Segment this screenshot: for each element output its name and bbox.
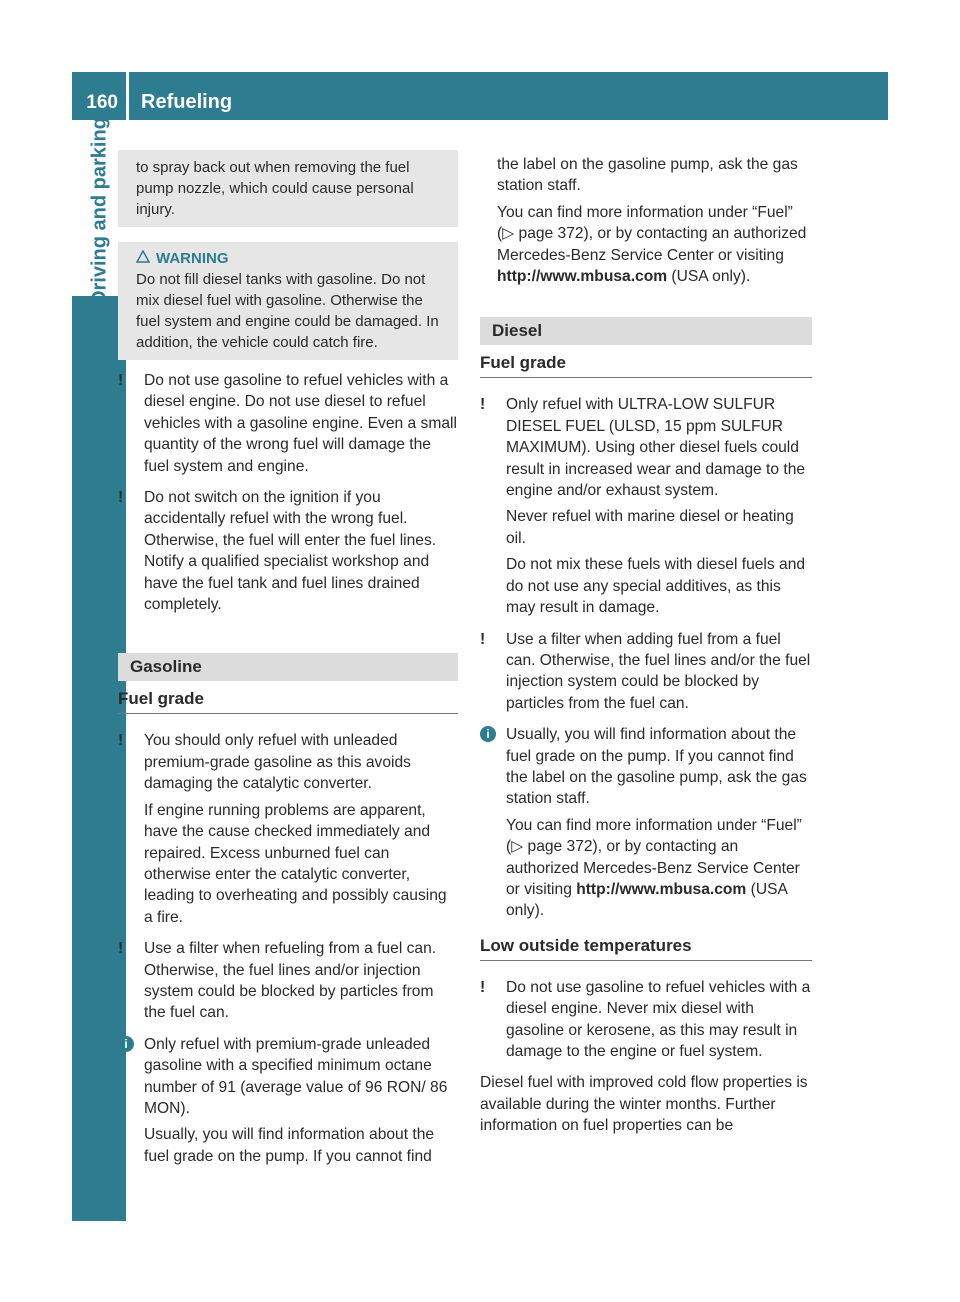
caution-text: Do not mix these fuels with diesel fuels and do not use any special additives, as this may result in damage.: [506, 556, 806, 617]
column-left: [118, 150, 458, 1167]
caution-icon: !: [480, 630, 486, 648]
info-note: [480, 724, 812, 922]
page-number-block: [72, 72, 126, 120]
info-note: [118, 1034, 458, 1167]
caution-note: [118, 370, 458, 477]
subheading-low-outside-temperatures: Low outside temperatures: [480, 936, 812, 961]
caution-text: You should only refuel with unleaded premium-grade gasoline as this avoids damaging the catalytic converter.: [144, 732, 411, 793]
warning-triangle-icon: [136, 249, 150, 269]
info-icon: i: [118, 1036, 134, 1052]
warning-heading: [136, 249, 450, 269]
continued-warning-box: [118, 150, 458, 227]
caution-icon: !: [118, 732, 124, 750]
caution-text: Do not use gasoline to refuel vehicles with a diesel engine. Do not use diesel to refuel vehicles with a gasoline engine. Even a small quantity of the wrong fuel will damage the fuel system and engine.: [144, 372, 457, 475]
info-text: [506, 815, 812, 922]
caution-note: [118, 938, 458, 1024]
caution-text: If engine running problems are apparent, have the cause checked immediately and repaired. Excess unburned fuel can otherwise enter the catalytic converter, leading to overheating and possibly causing a fire.: [144, 801, 447, 926]
caution-note: [480, 394, 812, 618]
continued-info: [480, 154, 812, 287]
info-icon: i: [480, 726, 496, 742]
text-segment: You can find more information under “Fuel” (▷ page 372), or by contacting an authorized Mercedes-Benz Service Center or visiting: [506, 816, 802, 898]
caution-note: [118, 730, 458, 928]
website-url: http://www.mbusa.com: [497, 268, 668, 286]
caution-note: [118, 487, 458, 615]
subheading-fuel-grade: Fuel grade: [480, 353, 812, 378]
caution-text: Only refuel with ULTRA-LOW SULFUR DIESEL FUEL (ULSD, 15 ppm SULFUR MAXIMUM). Using other diesel fuels could result in increased wear and damage to the engine and/or exhaust system.: [506, 396, 806, 500]
caution-text: Never refuel with marine diesel or heating oil.: [506, 508, 794, 547]
warning-title: WARNING: [156, 250, 229, 267]
text-segment: (USA only).: [506, 880, 788, 920]
continued-warning-text: to spray back out when removing the fuel pump nozzle, which could cause personal injury.: [136, 159, 414, 218]
section-heading-diesel: Diesel: [480, 317, 812, 345]
caution-text: Use a filter when adding fuel from a fuel can. Otherwise, the fuel lines and/or the fuel injection system could be blocked by particles from the fuel can.: [506, 630, 811, 712]
section-heading-gasoline: Gasoline: [118, 653, 458, 681]
caution-text: Do not switch on the ignition if you accidentally refuel with the wrong fuel. Otherwise, the fuel will enter the fuel lines. Notify a qualified specialist workshop and have the fuel tank and fuel lines drained completely.: [144, 489, 437, 614]
side-tab-label: Driving and parking: [88, 117, 111, 305]
subheading-fuel-grade: Fuel grade: [118, 689, 458, 714]
caution-note: [480, 977, 812, 1063]
page-title: Refueling: [141, 91, 233, 113]
page-number: 160: [86, 92, 118, 113]
caution-icon: !: [480, 978, 486, 996]
continued-text: [497, 202, 812, 288]
body-text: Diesel fuel with improved cold flow properties is available during the winter months. Further information on fuel properties can be: [480, 1074, 808, 1135]
caution-text: Use a filter when refueling from a fuel can. Otherwise, the fuel lines and/or injection system could be blocked by particles from the fuel can.: [144, 940, 437, 1022]
caution-icon: !: [118, 489, 124, 507]
info-text: Usually, you will find information about the fuel grade on the pump. If you cannot find: [144, 1126, 435, 1165]
warning-box: [118, 242, 458, 360]
header-bar: [129, 72, 888, 120]
caution-text: Do not use gasoline to refuel vehicles with a diesel engine. Never mix diesel with gasoline or kerosene, as this may result in damage to the engine or fuel system.: [506, 978, 811, 1060]
caution-icon: !: [118, 372, 124, 389]
caution-note: [480, 629, 812, 715]
caution-icon: !: [118, 940, 124, 958]
column-right: [480, 154, 812, 1137]
info-text: Only refuel with premium-grade unleaded gasoline with a specified minimum octane number of 91 (average value of 96 RON/ 86 MON).: [144, 1035, 448, 1117]
info-text: Usually, you will find information about the fuel grade on the pump. If you cannot find the label on the gasoline pump, ask the gas station staff.: [506, 726, 807, 808]
caution-icon: !: [480, 396, 486, 414]
warning-text: Do not fill diesel tanks with gasoline. Do not mix diesel fuel with gasoline. Otherwise the fuel system and engine could be damaged. In addition, the vehicle could catch fire.: [136, 271, 439, 351]
website-url: http://www.mbusa.com: [576, 880, 747, 898]
continued-text: the label on the gasoline pump, ask the gas station staff.: [497, 156, 798, 195]
text-segment: You can find more information under “Fuel” (▷ page 372), or by contacting an authorized Mercedes-Benz Service Center or visiting: [497, 203, 807, 264]
text-segment: (USA only).: [667, 268, 751, 286]
